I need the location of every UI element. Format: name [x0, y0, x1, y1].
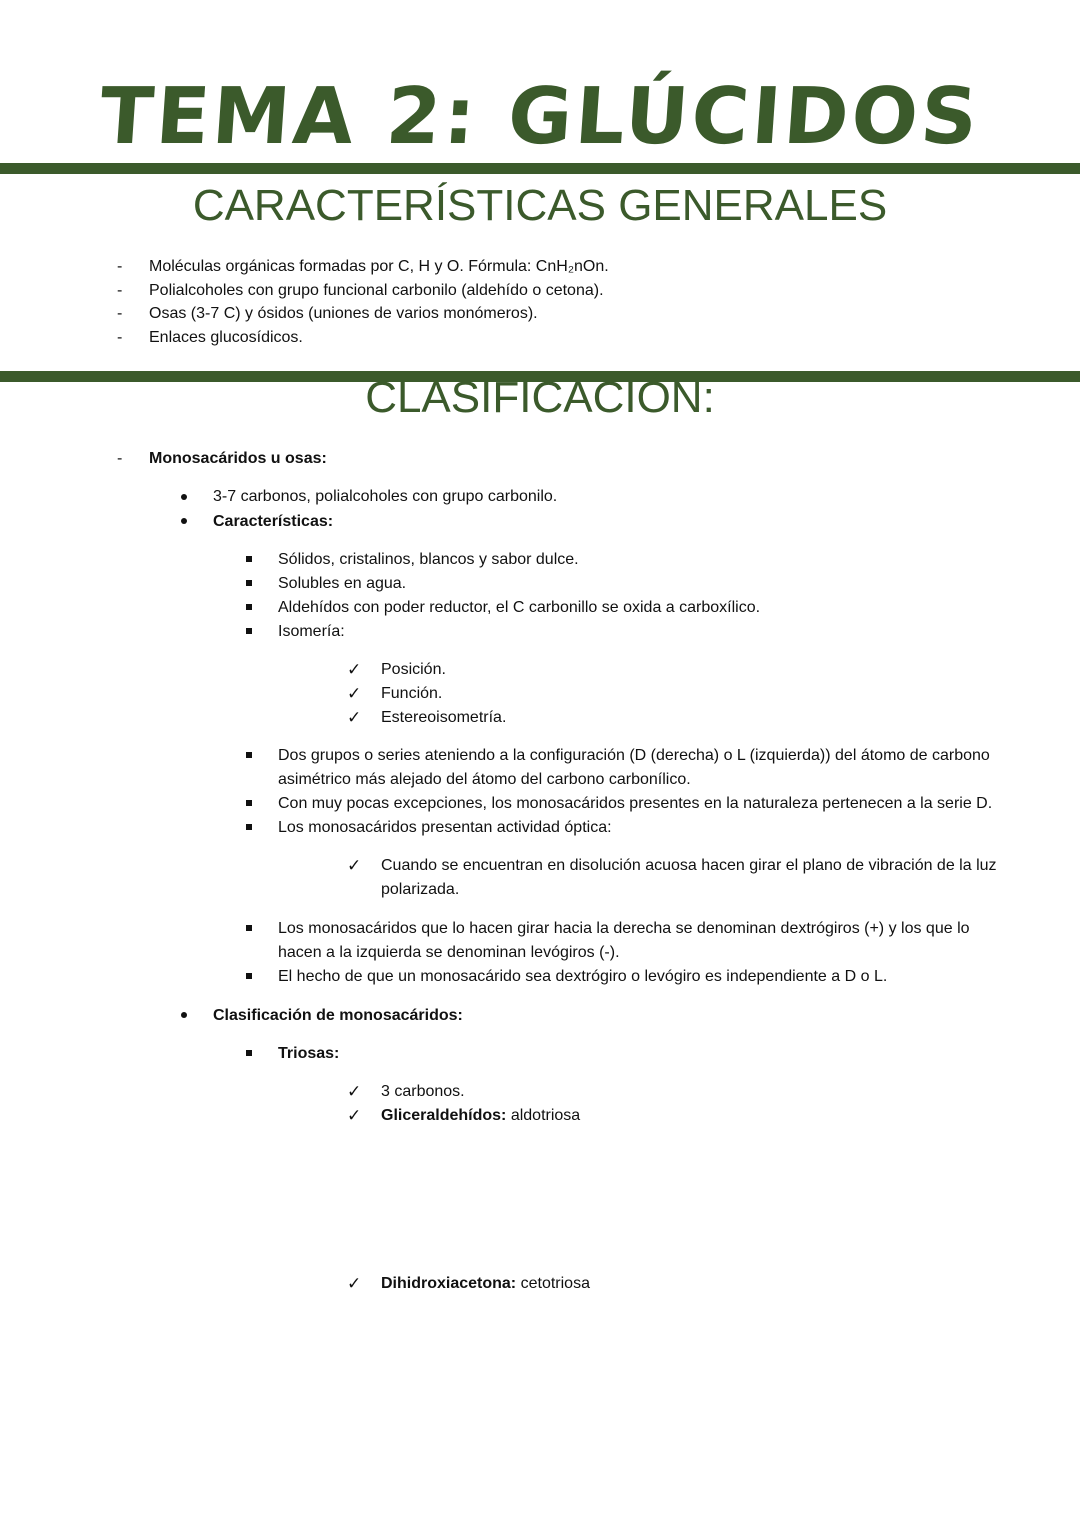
check-icon: ✓ [347, 1082, 362, 1101]
dash-bullet: - [117, 258, 123, 275]
dash-bullet: - [117, 282, 123, 299]
series-line1: Dos grupos o series ateniendo a la configuración (D (derecha) o L (izquierda)) del átomo de carbono [278, 747, 990, 764]
clasif-heading: Clasificación de monosacáridos: [213, 1007, 463, 1024]
square-bullet [246, 752, 252, 758]
gliceraldehidos: Gliceraldehídos: aldotriosa [381, 1107, 581, 1124]
isomeria-item: Posición. [381, 661, 446, 678]
series-d: Con muy pocas excepciones, los monosacáridos presentes en la naturaleza pertenecen a la serie D. [278, 795, 993, 812]
optica-line1: Cuando se encuentran en disolución acuosa hacen girar el plano de vibración de la luz [381, 857, 997, 874]
dash-bullet: - [117, 305, 123, 322]
caract-item: Sólidos, cristalinos, blancos y sabor dulce. [278, 551, 579, 568]
check-icon: ✓ [347, 660, 362, 679]
section-heading-caracteristicas: CARACTERÍSTICAS GENERALES [192, 181, 888, 230]
square-bullet [246, 925, 252, 931]
isomeria-item: Función. [381, 685, 443, 702]
caract-item: Solubles en agua. [278, 575, 407, 592]
square-bullet [246, 973, 252, 979]
list-item: Osas (3-7 C) y ósidos (uniones de varios monómeros). [149, 305, 538, 322]
dextro-line1: Los monosacáridos que lo hacen girar hacia la derecha se denominan dextrógiros (+) y los que lo [278, 920, 970, 937]
check-icon: ✓ [347, 1274, 362, 1293]
round-bullet [181, 494, 187, 500]
list-item: Moléculas orgánicas formadas por C, H y O. Fórmula: CnH₂nOn. [149, 258, 609, 275]
square-bullet [246, 1050, 252, 1056]
dash-bullet: - [117, 450, 123, 467]
page-title: TEMA 2: GLÚCIDOS [96, 72, 984, 162]
dextro-line2: hacen a la izquierda se denominan levógiros (-). [278, 944, 620, 961]
round-bullet [181, 518, 187, 524]
caract-item: Isomería: [278, 623, 345, 640]
isomeria-item: Estereoisometría. [381, 709, 507, 726]
caract-item: Aldehídos con poder reductor, el C carbonillo se oxida a carboxílico. [278, 599, 761, 616]
section-heading-clasificacion: CLASIFICACIÓN: [365, 373, 715, 422]
square-bullet [246, 604, 252, 610]
round-bullet [181, 1012, 187, 1018]
check-icon: ✓ [347, 856, 362, 875]
square-bullet [246, 800, 252, 806]
mono-desc: 3-7 carbonos, polialcoholes con grupo carbonilo. [213, 488, 558, 505]
mono-heading: Monosacáridos u osas: [149, 450, 327, 467]
check-icon: ✓ [347, 684, 362, 703]
caract-heading: Características: [213, 513, 334, 530]
series-line2: asimétrico más alejado del átomo del carbono carbonílico. [278, 771, 691, 788]
independ: El hecho de que un monosacárido sea dextrógiro o levógiro es independiente a D o L. [278, 968, 888, 985]
dihidroxiacetona: Dihidroxiacetona: cetotriosa [381, 1275, 590, 1292]
title-divider [0, 163, 1080, 174]
square-bullet [246, 628, 252, 634]
triosas-carbonos: 3 carbonos. [381, 1083, 465, 1100]
optica-line2: polarizada. [381, 881, 460, 898]
check-icon: ✓ [347, 1106, 362, 1125]
optica: Los monosacáridos presentan actividad óptica: [278, 819, 612, 836]
triosas-heading: Triosas: [278, 1045, 340, 1062]
check-icon: ✓ [347, 708, 362, 727]
square-bullet [246, 580, 252, 586]
list-item: Enlaces glucosídicos. [149, 329, 303, 346]
square-bullet [246, 824, 252, 830]
square-bullet [246, 556, 252, 562]
dash-bullet: - [117, 329, 123, 346]
list-item: Polialcoholes con grupo funcional carbonilo (aldehído o cetona). [149, 282, 604, 299]
